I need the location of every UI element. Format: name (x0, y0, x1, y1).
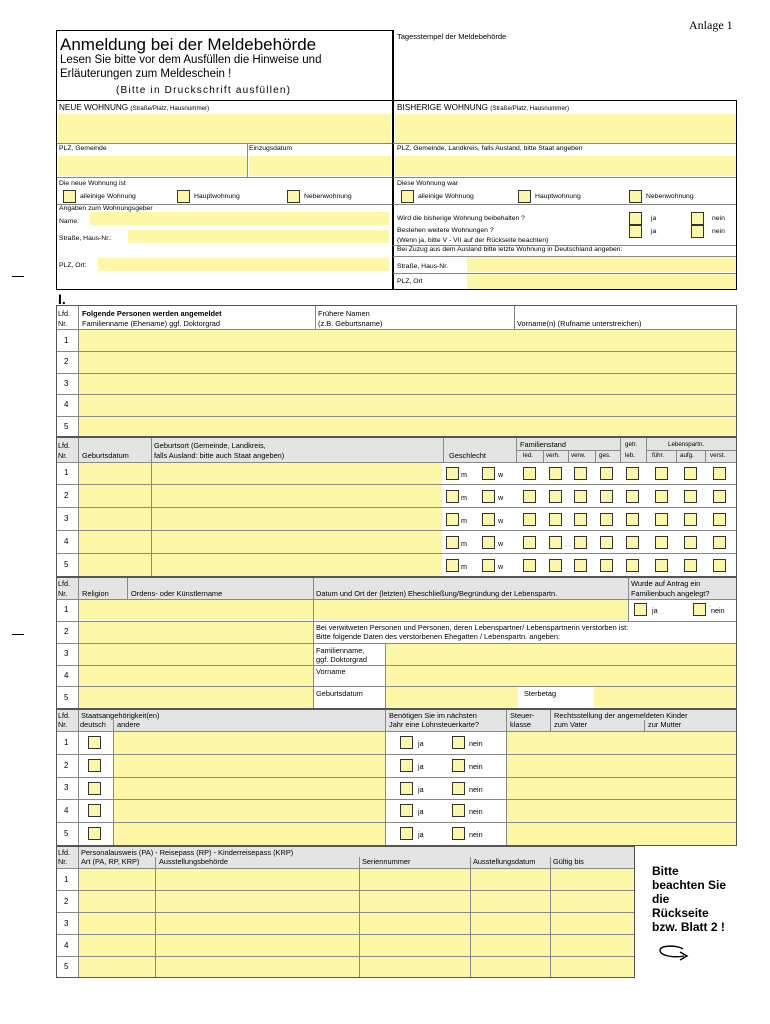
anlage-label: Anlage 1 (689, 18, 733, 32)
bisherige-neben-label: Nebenwohnung (646, 193, 694, 200)
s2-r2-verw-checkbox[interactable] (574, 490, 587, 503)
s1-rownum-2: 2 (64, 357, 69, 366)
s2-r2-led-checkbox[interactable] (523, 490, 536, 503)
s2-lfd: Lfd. (58, 441, 70, 450)
wohnungsgeber-label: Angaben zum Wohnungsgeber (59, 205, 153, 212)
bisherige-plz-label: PLZ, Gemeinde, Landkreis, falls Ausland, bitte Staat angeben (397, 145, 583, 152)
s4-r5-nein-label: nein (469, 830, 483, 839)
neue-haupt-checkbox[interactable] (177, 190, 190, 203)
s2-r5-verst-checkbox[interactable] (713, 559, 726, 572)
s2-r4-led-checkbox[interactable] (523, 536, 536, 549)
s5-lfd: Lfd. (58, 848, 70, 857)
s1-row4-field[interactable] (79, 395, 736, 416)
neue-plz-label: PLZ, Gemeinde (59, 145, 107, 152)
s2-familienstand-header: Familienstand (520, 440, 567, 449)
s2-r3-w-checkbox[interactable] (482, 513, 495, 526)
neue-heading-text: NEUE WOHNUNG (59, 103, 129, 112)
verstorbener-vorname-label: Vorname (316, 667, 346, 676)
bisherige-war-label: Diese Wohnung war (397, 180, 459, 187)
verwitwet-note-line1: Bei verwitweten Personen und Personen, deren Lebenspartner/ Lebenspartnerin verstorben ist: (316, 623, 629, 632)
s2-r3-verw-checkbox[interactable] (574, 513, 587, 526)
s2-geburtsort-fields[interactable] (152, 463, 442, 576)
familienbuch-nein-label: nein (711, 606, 725, 615)
weitere-hint: (Wenn ja, bitte V - VII auf der Rückseite beachten) (397, 237, 549, 244)
neue-strasse-field[interactable] (58, 114, 391, 143)
weitere-nein-checkbox[interactable] (691, 225, 704, 238)
s4-rownum-1: 1 (64, 738, 69, 747)
s4-r1-deutsch-checkbox[interactable] (88, 736, 101, 749)
s2-r4-m-checkbox[interactable] (446, 536, 459, 549)
bisherige-haupt-checkbox[interactable] (518, 190, 531, 203)
s2-geburtsdatum-fields[interactable] (79, 463, 151, 576)
neue-neben-checkbox[interactable] (287, 190, 300, 203)
s3-lfd: Lfd. (58, 579, 70, 588)
bisherige-haupt-label: Hauptwohnung (535, 193, 581, 200)
verstorbener-geburtsdatum-field[interactable] (386, 687, 518, 708)
neue-wohnung-heading (59, 104, 209, 112)
s2-r3-verh-checkbox[interactable] (549, 513, 562, 526)
s2-r3-led-checkbox[interactable] (523, 513, 536, 526)
s3-familienbuch-header: Wurde auf Antrag ein (631, 579, 701, 588)
s3-nr: Nr. (58, 589, 68, 598)
s4-r2-nein-label: nein (469, 762, 483, 771)
s1-row1-field[interactable] (79, 330, 736, 351)
s3-ordens-header: Ordens- oder Künstlername (131, 589, 223, 598)
s2-r3-fuehr-checkbox[interactable] (655, 513, 668, 526)
s3-datum-header: Datum und Ort der (letzten) Eheschließung/Begründung der Lebenspartn. (316, 589, 558, 598)
ausland-plzort-field[interactable] (467, 274, 736, 289)
s2-r4-getr-checkbox[interactable] (626, 536, 639, 549)
bisherige-heading-text: BISHERIGE WOHNUNG (397, 103, 488, 112)
s4-r3-ja-checkbox[interactable] (400, 782, 413, 795)
s2-r3-ges-checkbox[interactable] (600, 513, 613, 526)
s1-lfd: Lfd. (58, 309, 70, 318)
note-line4: Rückseite (652, 906, 709, 920)
s4-r3-nein-checkbox[interactable] (452, 782, 465, 795)
s2-r3-m-checkbox[interactable] (446, 513, 459, 526)
s2-r1-w-checkbox[interactable] (482, 467, 495, 480)
s4-r5-ja-checkbox[interactable] (400, 827, 413, 840)
einzugsdatum-field[interactable] (249, 156, 391, 176)
s5-rownum-4: 4 (64, 941, 69, 950)
s2-r2-getr-checkbox[interactable] (626, 490, 639, 503)
subtitle-line1: Lesen Sie bitte vor dem Ausfüllen die Hinweise und (60, 54, 322, 66)
s4-r1-nein-label: nein (469, 739, 483, 748)
s2-r3-aufg-checkbox[interactable] (684, 513, 697, 526)
note-line2: beachten Sie (652, 878, 727, 892)
ausland-note: Bei Zuzug aus dem Ausland bitte letzte Wohnung in Deutschland angeben: (397, 246, 623, 253)
bisherige-neben-checkbox[interactable] (629, 190, 642, 203)
verstorbener-doktorgrad-label: ggf. Doktorgrad (316, 655, 367, 664)
s2-r5-verh-checkbox[interactable] (549, 559, 562, 572)
s1-rownum-5: 5 (64, 422, 69, 431)
s2-geburtsort-sub: falls Ausland: bitte auch Staat angeben) (154, 451, 285, 460)
s2-aufg: aufg. (680, 452, 694, 459)
geber-plzort-field[interactable] (98, 258, 389, 271)
s4-r1-ja-label: ja (418, 739, 424, 748)
weitere-nein-label: nein (712, 228, 725, 235)
beibehalten-question: Wird die bisherige Wohnung beibehalten ? (397, 215, 525, 222)
druckschrift-note: (Bitte in Druckschrift ausfüllen) (116, 85, 292, 96)
s5-rownum-5: 5 (64, 962, 69, 971)
s2-r2-w-checkbox[interactable] (482, 490, 495, 503)
s5-rownum-2: 2 (64, 897, 69, 906)
s5-behoerde-header: Ausstellungsbehörde (159, 857, 229, 866)
s2-r5-aufg-checkbox[interactable] (684, 559, 697, 572)
neue-ist-label: Die neue Wohnung ist (59, 180, 126, 187)
s2-r5-w-label: w (498, 562, 504, 571)
s4-steuer-header: Steuer- (510, 711, 535, 720)
weitere-ja-label: ja (651, 228, 657, 235)
s1-geburtsname-header: (z.B. Geburtsname) (318, 319, 383, 328)
s2-r1-verw-checkbox[interactable] (574, 467, 587, 480)
s2-r1-m-checkbox[interactable] (446, 467, 459, 480)
neue-haupt-label: Hauptwohnung (194, 193, 240, 200)
s4-staat-header: Staatsangehörigkeit(en) (81, 711, 160, 720)
geber-strasse-label: Straße, Haus-Nr.: (59, 235, 112, 242)
s4-deutsch-header: deutsch (80, 720, 106, 729)
s4-r3-nein-label: nein (469, 785, 483, 794)
s2-r4-w-label: w (498, 539, 504, 548)
s3-r1-datum-field[interactable] (314, 600, 628, 620)
s4-r2-ja-checkbox[interactable] (400, 759, 413, 772)
s1-row2-field[interactable] (79, 352, 736, 373)
s4-rownum-2: 2 (64, 761, 69, 770)
beibehalten-ja-checkbox[interactable] (629, 212, 642, 225)
verstorbener-vorname-field[interactable] (386, 666, 736, 686)
s2-r2-m-label: m (461, 493, 467, 502)
s1-rownum-1: 1 (64, 336, 69, 345)
s2-geburtsort-header: Geburtsort (Gemeinde, Landkreis, (154, 441, 266, 450)
geber-strasse-field[interactable] (128, 230, 389, 243)
ausland-plzort-label: PLZ, Ort (397, 278, 423, 285)
s2-r1-verh-checkbox[interactable] (549, 467, 562, 480)
neue-einzug-label: Einzugsdatum (249, 145, 293, 152)
subtitle-line2: Erläuterungen zum Meldeschein ! (60, 68, 232, 80)
bisherige-heading-sub: (Straße/Platz, Hausnummer) (490, 105, 570, 112)
geber-name-label: Name: (59, 218, 80, 225)
s4-r4-nein-label: nein (469, 807, 483, 816)
s4-recht-header: Rechtsstellung der angemeldeten Kinder (554, 711, 688, 720)
s4-steuer-sub: klasse (510, 720, 531, 729)
geber-name-field[interactable] (90, 212, 389, 225)
s1-row5-field[interactable] (79, 417, 736, 436)
s2-led: led. (523, 452, 533, 459)
s1-row3-field[interactable] (79, 374, 736, 394)
s3-rownum-2: 2 (64, 627, 69, 636)
s2-r5-fuehr-checkbox[interactable] (655, 559, 668, 572)
s3-rownum-4: 4 (64, 671, 69, 680)
s2-r5-ges-checkbox[interactable] (600, 559, 613, 572)
s3-religion-header: Religion (82, 589, 109, 598)
s5-gueltig-header: Gültig bis (553, 857, 584, 866)
s4-steuer-recht-fields[interactable] (507, 732, 736, 845)
s2-r1-verst-checkbox[interactable] (713, 467, 726, 480)
s4-andere-header: andere (117, 720, 141, 729)
s2-r5-m-checkbox[interactable] (446, 559, 459, 572)
s2-r4-verst-checkbox[interactable] (713, 536, 726, 549)
s2-r1-led-checkbox[interactable] (523, 467, 536, 480)
s2-verh: verh. (546, 452, 560, 459)
s2-verst: verst. (710, 452, 726, 459)
s2-r1-w-label: w (498, 470, 504, 479)
s2-r4-w-checkbox[interactable] (482, 536, 495, 549)
s2-r4-verh-checkbox[interactable] (549, 536, 562, 549)
weitere-question: Bestehen weitere Wohnungen ? (397, 227, 494, 234)
neue-alleinige-checkbox[interactable] (63, 190, 76, 203)
s5-rownum-3: 3 (64, 919, 69, 928)
s4-mutter-header: zur Mutter (648, 720, 682, 729)
familienbuch-ja-checkbox[interactable] (634, 603, 647, 616)
s4-r2-ja-label: ja (418, 762, 424, 771)
beibehalten-ja-label: ja (651, 215, 657, 222)
tagesstempel-label: Tagesstempel der Meldebehörde (397, 32, 507, 41)
s2-r1-ges-checkbox[interactable] (600, 467, 613, 480)
s4-andere-fields[interactable] (114, 732, 385, 845)
s1-vorname-header: Vorname(n) (Rufname unterstreichen) (517, 319, 642, 328)
s2-r1-aufg-checkbox[interactable] (684, 467, 697, 480)
neue-neben-label: Nebenwohnung (304, 193, 352, 200)
s4-r2-deutsch-checkbox[interactable] (88, 759, 101, 772)
verstorbener-familienname-field[interactable] (386, 644, 736, 665)
s2-getr: getr. (625, 441, 638, 448)
s2-nr: Nr. (58, 451, 68, 460)
neue-heading-sub: (Straße/Platz, Hausnummer) (130, 105, 210, 112)
page-turn-arrow-icon (656, 942, 692, 964)
verstorbener-sterbetag-field[interactable] (594, 687, 736, 708)
s5-pa-header: Personalausweis (PA) - Reisepass (RP) - Kinderreisepass (KRP) (81, 848, 294, 857)
s5-art-header: Art (PA, RP, KRP) (81, 857, 140, 866)
s4-r4-deutsch-checkbox[interactable] (88, 804, 101, 817)
s2-r5-getr-checkbox[interactable] (626, 559, 639, 572)
s5-nr: Nr. (58, 857, 68, 866)
familienbuch-ja-label: ja (652, 606, 658, 615)
s2-r3-getr-checkbox[interactable] (626, 513, 639, 526)
s3-familienbuch-sub: Familienbuch angelegt? (631, 589, 710, 598)
bisherige-plz-field[interactable] (395, 156, 736, 176)
s2-r5-verw-checkbox[interactable] (574, 559, 587, 572)
bisherige-alleinige-checkbox[interactable] (401, 190, 414, 203)
s2-ges: ges. (599, 452, 611, 459)
s4-rownum-4: 4 (64, 806, 69, 815)
s2-r2-ges-checkbox[interactable] (600, 490, 613, 503)
s2-fuehr: führ. (652, 452, 665, 459)
s1-nr: Nr. (58, 319, 68, 328)
ausland-strasse-field[interactable] (467, 257, 736, 272)
geber-plzort-label: PLZ, Ort: (59, 262, 87, 269)
s2-r4-fuehr-checkbox[interactable] (655, 536, 668, 549)
s4-nr: Nr. (58, 720, 68, 729)
s2-leb: leb. (625, 452, 635, 459)
s1-rownum-4: 4 (64, 400, 69, 409)
s2-rownum-5: 5 (64, 560, 69, 569)
verwitwet-note-line2: Bitte folgende Daten des verstorbenen Ehegatten / Lebenspartn. angeben: (316, 632, 561, 641)
s2-rownum-1: 1 (64, 468, 69, 477)
s2-r2-m-checkbox[interactable] (446, 490, 459, 503)
s2-r2-aufg-checkbox[interactable] (684, 490, 697, 503)
s1-fruehere-header: Frühere Namen (318, 309, 370, 318)
s4-r5-deutsch-checkbox[interactable] (88, 827, 101, 840)
s2-r5-m-label: m (461, 562, 467, 571)
note-line3: die (652, 892, 670, 906)
s4-r4-ja-checkbox[interactable] (400, 804, 413, 817)
verstorbener-familienname-label: Familienname, (316, 646, 365, 655)
s1-rownum-3: 3 (64, 379, 69, 388)
s4-lohn-header: Benötigen Sie im nächsten (389, 711, 477, 720)
s2-r3-verst-checkbox[interactable] (713, 513, 726, 526)
bisherige-wohnung-heading (397, 104, 569, 112)
ausland-strasse-label: Straße, Haus-Nr. (397, 263, 448, 270)
s4-r1-nein-checkbox[interactable] (452, 736, 465, 749)
s2-verw: verw. (571, 452, 586, 459)
s4-rownum-5: 5 (64, 829, 69, 838)
s2-r1-getr-checkbox[interactable] (626, 467, 639, 480)
familienbuch-nein-checkbox[interactable] (693, 603, 706, 616)
s2-r2-verst-checkbox[interactable] (713, 490, 726, 503)
s2-r4-ges-checkbox[interactable] (600, 536, 613, 549)
s4-r5-nein-checkbox[interactable] (452, 827, 465, 840)
s2-r1-fuehr-checkbox[interactable] (655, 467, 668, 480)
s3-rownum-5: 5 (64, 693, 69, 702)
weitere-ja-checkbox[interactable] (629, 225, 642, 238)
s5-rownum-1: 1 (64, 875, 69, 884)
s2-geburtsdatum-header: Geburtsdatum (82, 451, 129, 460)
s1-familienname-header: Familienname (Ehename) ggf. Doktorgrad (82, 319, 221, 328)
s3-r1-religion-ordens-field[interactable] (79, 600, 313, 620)
s2-r4-aufg-checkbox[interactable] (684, 536, 697, 549)
s4-r2-nein-checkbox[interactable] (452, 759, 465, 772)
note-line5: bzw. Blatt 2 ! (652, 920, 725, 934)
s5-serien-header: Seriennummer (362, 857, 411, 866)
s2-r2-verh-checkbox[interactable] (549, 490, 562, 503)
s4-rownum-3: 3 (64, 783, 69, 792)
s2-rownum-2: 2 (64, 491, 69, 500)
neue-alleinige-label: alleinige Wohnung (80, 193, 136, 200)
s2-r2-w-label: w (498, 493, 504, 502)
s2-r3-w-label: w (498, 516, 504, 525)
bisherige-strasse-field[interactable] (395, 114, 736, 143)
s2-r5-w-checkbox[interactable] (482, 559, 495, 572)
s2-r5-led-checkbox[interactable] (523, 559, 536, 572)
s2-r2-fuehr-checkbox[interactable] (655, 490, 668, 503)
s4-vater-header: zum Vater (554, 720, 588, 729)
bisherige-alleinige-label: alleinige Wohnung (418, 193, 474, 200)
s4-r3-ja-label: ja (418, 785, 424, 794)
verstorbener-sterbetag-label: Sterbetag (524, 689, 557, 698)
s2-r4-m-label: m (461, 539, 467, 548)
s5-ausdatum-header: Ausstellungsdatum (473, 857, 536, 866)
s2-rownum-4: 4 (64, 537, 69, 546)
s2-lebenspartn: Lebenspartn. (668, 441, 705, 448)
note-line1: Bitte (652, 864, 679, 878)
s4-r4-ja-label: ja (418, 807, 424, 816)
s4-r4-nein-checkbox[interactable] (452, 804, 465, 817)
page-title: Anmeldung bei der Meldebehörde (60, 35, 317, 54)
s2-r3-m-label: m (461, 516, 467, 525)
s3-rownum-3: 3 (64, 649, 69, 658)
s4-lfd: Lfd. (58, 711, 70, 720)
s2-rownum-3: 3 (64, 514, 69, 523)
section-i-label: I. (58, 291, 66, 307)
s1-heading: Folgende Personen werden angemeldet (82, 309, 222, 318)
s2-geschlecht-header: Geschlecht (449, 451, 486, 460)
beibehalten-nein-checkbox[interactable] (691, 212, 704, 225)
s2-r4-verw-checkbox[interactable] (574, 536, 587, 549)
beibehalten-nein-label: nein (712, 215, 725, 222)
s4-r1-ja-checkbox[interactable] (400, 736, 413, 749)
s2-r1-m-label: m (461, 470, 467, 479)
neue-plz-field[interactable] (58, 156, 247, 176)
s4-r3-deutsch-checkbox[interactable] (88, 782, 101, 795)
verstorbener-geburtsdatum-label: Geburtsdatum (316, 689, 363, 698)
s4-lohn-sub: Jahr eine Lohnsteuerkarte? (389, 720, 479, 729)
s4-r5-ja-label: ja (418, 830, 424, 839)
s3-rownum-1: 1 (64, 605, 69, 614)
